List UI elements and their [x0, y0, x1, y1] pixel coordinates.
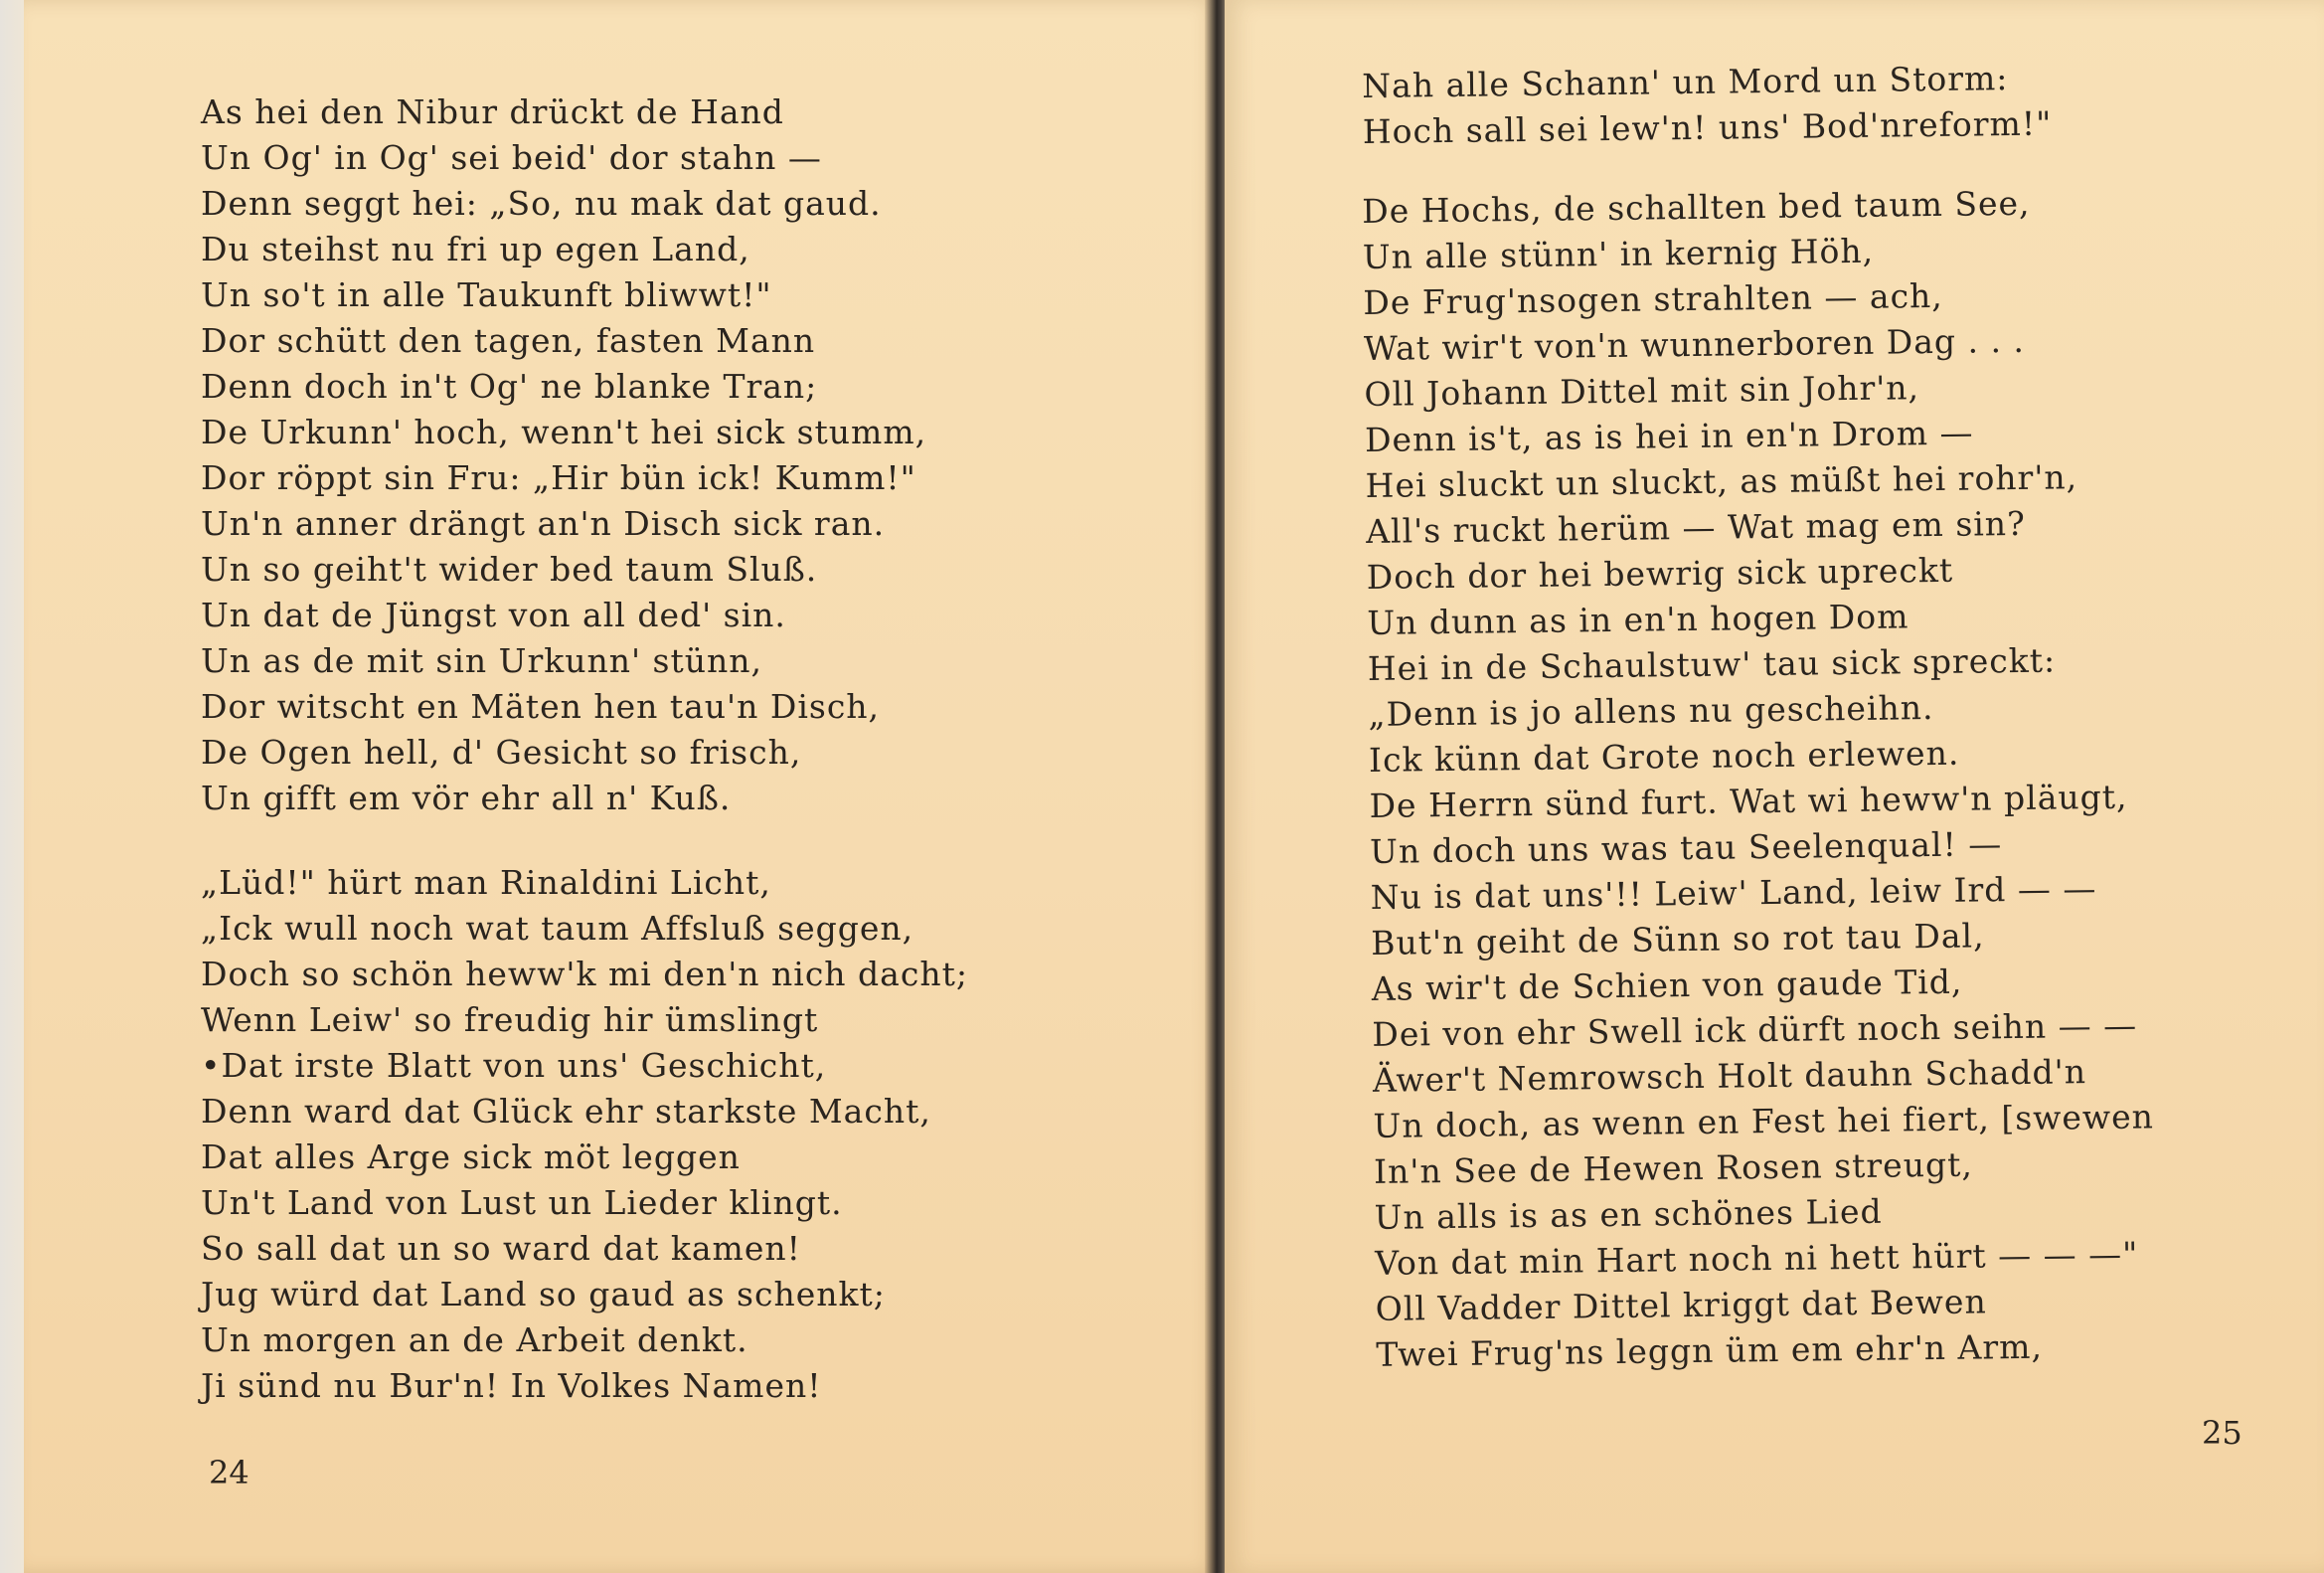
poem-line: Un alls is as en schönes Lied — [1374, 1191, 1883, 1237]
poem-line: So sall dat un so ward dat kamen! — [201, 1229, 801, 1268]
poem-line: Un alle stünn' in kernig Höh, — [1362, 231, 1875, 276]
poem-line: „Lüd!" hürt man Rinaldini Licht, — [201, 863, 771, 902]
poem-line: Un doch, as wenn en Fest hei fiert, [swewen — [1373, 1097, 2155, 1145]
poem-line: Denn is't, as is hei in en'n Drom — — [1364, 413, 1974, 459]
poem-line: Un't Land von Lust un Lieder klingt. — [201, 1183, 843, 1222]
poem-line: Un morgen an de Arbeit denkt. — [201, 1320, 748, 1359]
poem-line: „Ick wull noch wat taum Affsluß seggen, — [201, 909, 914, 948]
poem-line: Oll Johann Dittel mit sin Johr'n, — [1364, 368, 1920, 414]
poem-line: Hei in de Schaulstuw' tau sick spreckt: — [1367, 640, 2057, 688]
poem-line: Wat wir't von'n wunnerboren Dag . . . — [1363, 320, 2026, 368]
poem-line: Dor röppt sin Fru: „Hir bün ick! Kumm!" — [201, 458, 916, 497]
left-stanza-2 — [201, 860, 968, 1409]
poem-line: De Frug'nsogen strahlten — ach, — [1363, 275, 1944, 322]
poem-line: Un as de mit sin Urkunn' stünn, — [201, 641, 762, 680]
poem-line: De Herrn sünd furt. Wat wi heww'n pläugt, — [1369, 777, 2128, 825]
scan-edge — [0, 0, 26, 1573]
right-stanza-2 — [1362, 179, 2157, 1378]
poem-line: •Dat irste Blatt von uns' Geschicht, — [201, 1046, 827, 1085]
poem-line: Un so't in alle Taukunft bliwwt!" — [201, 275, 772, 314]
left-page — [24, 0, 1219, 1573]
poem-line: Un dat de Jüngst von all ded' sin. — [201, 596, 786, 634]
right-stanza-1 — [1362, 56, 2053, 155]
poem-line: Nu is dat uns'!! Leiw' Land, leiw Ird — — — [1370, 869, 2097, 917]
left-stanza-1 — [201, 89, 926, 821]
page-number-right: 25 — [2202, 1414, 2242, 1452]
poem-line: Un gifft em vör ehr all n' Kuß. — [201, 779, 732, 817]
poem-line: Dat alles Arge sick möt leggen — [201, 1137, 741, 1176]
right-page — [1225, 0, 2324, 1573]
poem-line: In'n See de Hewen Rosen streugt, — [1373, 1144, 1974, 1191]
poem-line: Ji sünd nu Bur'n! In Volkes Namen! — [201, 1366, 822, 1405]
poem-line: De Urkunn' hoch, wenn't hei sick stumm, — [201, 413, 927, 451]
poem-line: Dor witscht en Mäten hen tau'n Disch, — [201, 687, 881, 726]
poem-line: Hei sluckt un sluckt, as müßt hei rohr'n, — [1365, 457, 2078, 505]
poem-line: Von dat min Hart noch ni hett hürt — — —" — [1374, 1234, 2139, 1283]
poem-line: Ick künn dat Grote noch erlewen. — [1368, 733, 1960, 780]
poem-line: Un dunn as in en'n hogen Dom — [1367, 597, 1909, 642]
poem-line: Dei von ehr Swell ick dürft noch seihn — — — [1372, 1005, 2138, 1054]
poem-line: All's ruckt herüm — Wat mag em sin? — [1365, 503, 2026, 551]
poem-line: As hei den Nibur drückt de Hand — [201, 92, 784, 131]
poem-line: „Denn is jo allens nu gescheihn. — [1368, 688, 1934, 734]
poem-line: Denn seggt hei: „So, nu mak dat gaud. — [201, 184, 882, 223]
poem-line: Du steihst nu fri up egen Land, — [201, 230, 750, 268]
poem-line: Un'n anner drängt an'n Disch sick ran. — [201, 504, 886, 543]
poem-line: Un so geiht't wider bed taum Sluß. — [201, 550, 818, 589]
poem-line: Jug würd dat Land so gaud as schenkt; — [201, 1275, 886, 1313]
poem-line: Un doch uns was tau Seelenqual! — — [1369, 824, 2003, 871]
poem-line: Doch so schön heww'k mi den'n nich dacht; — [201, 955, 968, 993]
poem-line: De Hochs, de schallten bed taum See, — [1362, 183, 2031, 231]
poem-line: As wir't de Schien von gaude Tid, — [1371, 961, 1963, 1008]
poem-line: Äwer't Nemrowsch Holt dauhn Schadd'n — [1372, 1052, 2087, 1100]
poem-line: Wenn Leiw' so freudig hir ümslingt — [201, 1000, 819, 1039]
poem-line: Nah alle Schann' un Mord un Storm: — [1362, 59, 2009, 105]
poem-line: But'n geiht de Sünn so rot tau Dal, — [1371, 916, 1985, 962]
poem-line: Denn ward dat Glück ehr starkste Macht, — [201, 1092, 931, 1131]
poem-line: Dor schütt den tagen, fasten Mann — [201, 321, 816, 360]
poem-line: Doch dor hei bewrig sick upreckt — [1366, 550, 1954, 597]
poem-line: De Ogen hell, d' Gesicht so frisch, — [201, 733, 802, 772]
poem-line: Denn doch in't Og' ne blanke Tran; — [201, 367, 818, 406]
poem-line: Oll Vadder Dittel kriggt dat Bewen — [1375, 1282, 1987, 1328]
poem-line: Twei Frug'ns leggn üm em ehr'n Arm, — [1376, 1326, 2044, 1374]
poem-line: Un Og' in Og' sei beid' dor stahn — — [201, 138, 822, 177]
poem-line: Hoch sall sei lew'n! uns' Bod'nreform!" — [1362, 103, 2053, 151]
page-number-left: 24 — [209, 1454, 249, 1491]
